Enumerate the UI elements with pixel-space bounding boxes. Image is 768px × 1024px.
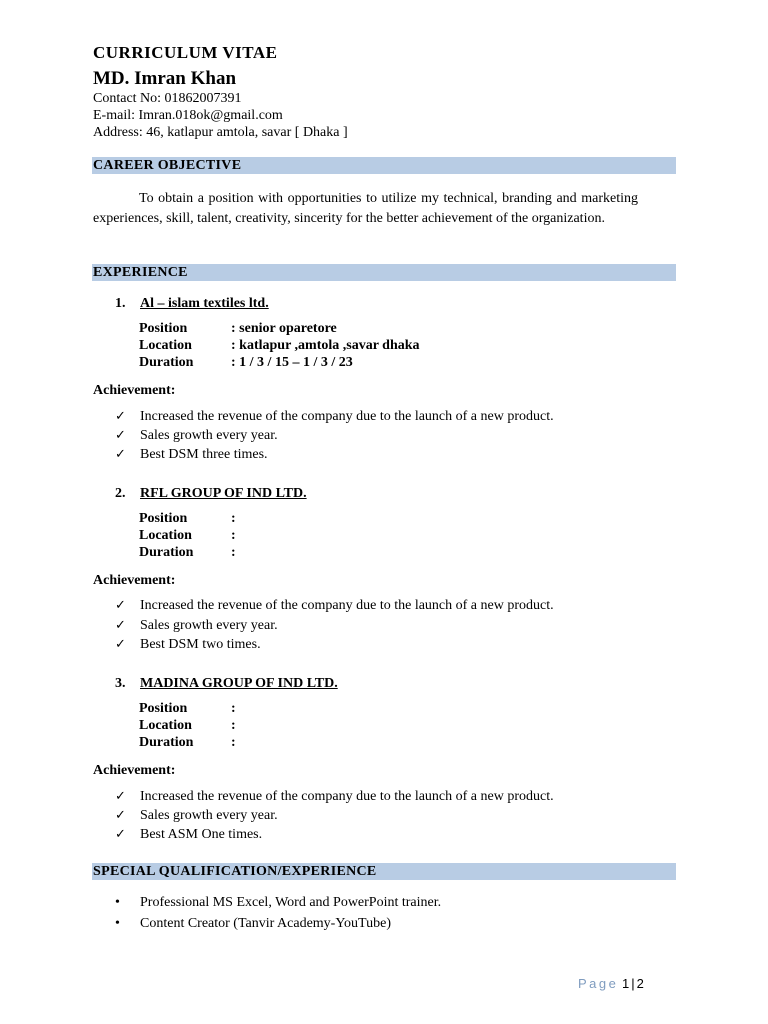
achievement-text: Increased the revenue of the company due to the launch of a new product.: [140, 789, 554, 804]
list-item: [115, 895, 441, 911]
checkmark-icon: ✓: [115, 447, 126, 462]
duration-value: : 1 / 3 / 15 – 1 / 3 / 23: [231, 355, 353, 370]
job-2-heading: [115, 486, 307, 502]
job-1-location: [139, 338, 420, 354]
checkmark-icon: ✓: [115, 637, 126, 652]
candidate-name: MD. Imran Khan: [93, 68, 237, 89]
job-3-heading: [115, 676, 338, 692]
job-1-achievement-label: Achievement:: [93, 383, 176, 398]
list-item: [115, 447, 268, 463]
page-separator: |: [631, 976, 635, 991]
email-address: E-mail: Imran.018ok@gmail.com: [93, 108, 283, 123]
current-page-number: 1: [622, 976, 630, 991]
location-label: Location: [139, 718, 192, 733]
qualification-text: Professional MS Excel, Word and PowerPoint trainer.: [140, 895, 442, 910]
job-2-position: [139, 511, 236, 527]
list-item: [115, 789, 554, 805]
bullet-icon: •: [115, 916, 120, 931]
career-objective-heading: CAREER OBJECTIVE: [92, 157, 676, 174]
location-value: :: [231, 528, 236, 543]
list-item: [115, 808, 278, 824]
checkmark-icon: ✓: [115, 827, 126, 842]
achievement-text: Best DSM two times.: [140, 637, 261, 652]
achievement-text: Sales growth every year.: [140, 428, 278, 443]
job-company: RFL GROUP OF IND LTD.: [140, 486, 307, 501]
special-qualification-heading: SPECIAL QUALIFICATION/EXPERIENCE: [92, 863, 676, 880]
bullet-icon: •: [115, 895, 120, 910]
achievement-text: Best ASM One times.: [140, 827, 263, 842]
checkmark-icon: ✓: [115, 789, 126, 804]
checkmark-icon: ✓: [115, 428, 126, 443]
list-item: [115, 618, 278, 634]
page-footer: [578, 976, 644, 991]
achievement-text: Increased the revenue of the company due to the launch of a new product.: [140, 409, 554, 424]
job-number: 2.: [115, 486, 126, 501]
list-item: [115, 637, 261, 653]
job-2-location: [139, 528, 236, 544]
position-value: :: [231, 701, 236, 716]
job-number: 3.: [115, 676, 126, 691]
job-2-achievement-label: Achievement:: [93, 573, 176, 588]
job-3-duration: [139, 735, 236, 751]
job-1-duration: [139, 355, 353, 371]
job-3-achievement-label: Achievement:: [93, 763, 176, 778]
achievement-text: Increased the revenue of the company due to the launch of a new product.: [140, 598, 554, 613]
list-item: [115, 428, 278, 444]
achievement-text: Sales growth every year.: [140, 808, 278, 823]
duration-label: Duration: [139, 735, 194, 750]
location-value: : katlapur ,amtola ,savar dhaka: [231, 338, 420, 353]
list-item: [115, 827, 262, 843]
position-value: :: [231, 511, 236, 526]
checkmark-icon: ✓: [115, 598, 126, 613]
checkmark-icon: ✓: [115, 409, 126, 424]
list-item: [115, 409, 554, 425]
duration-label: Duration: [139, 355, 194, 370]
job-company: Al – islam textiles ltd.: [140, 296, 269, 311]
job-number: 1.: [115, 296, 126, 311]
location-value: :: [231, 718, 236, 733]
list-item: [115, 916, 391, 932]
experience-heading: EXPERIENCE: [92, 264, 676, 281]
duration-value: :: [231, 545, 236, 560]
position-value: : senior oparetore: [231, 321, 337, 336]
list-item: [115, 598, 554, 614]
job-1-position: [139, 321, 337, 337]
achievement-text: Best DSM three times.: [140, 447, 268, 462]
total-page-number: 2: [636, 976, 644, 991]
page-label: Page: [578, 976, 619, 991]
job-3-location: [139, 718, 236, 734]
career-objective-text: To obtain a position with opportunities to utilize my technical, branding and marketing experiences, skill, talent, creativity, sincerity for the better achievement of the organization.: [93, 191, 638, 226]
location-label: Location: [139, 528, 192, 543]
job-2-duration: [139, 545, 236, 561]
achievement-text: Sales growth every year.: [140, 618, 278, 633]
qualification-text: Content Creator (Tanvir Academy-YouTube): [140, 916, 391, 931]
job-3-position: [139, 701, 236, 717]
contact-number: Contact No: 01862007391: [93, 91, 242, 106]
position-label: Position: [139, 511, 188, 526]
position-label: Position: [139, 321, 188, 336]
checkmark-icon: ✓: [115, 618, 126, 633]
document-title: CURRICULUM VITAE: [93, 43, 278, 62]
duration-label: Duration: [139, 545, 194, 560]
job-company: MADINA GROUP OF IND LTD.: [140, 676, 338, 691]
duration-value: :: [231, 735, 236, 750]
postal-address: Address: 46, katlapur amtola, savar [ Dhaka ]: [93, 125, 348, 140]
job-1-heading: [115, 296, 269, 312]
location-label: Location: [139, 338, 192, 353]
position-label: Position: [139, 701, 188, 716]
checkmark-icon: ✓: [115, 808, 126, 823]
